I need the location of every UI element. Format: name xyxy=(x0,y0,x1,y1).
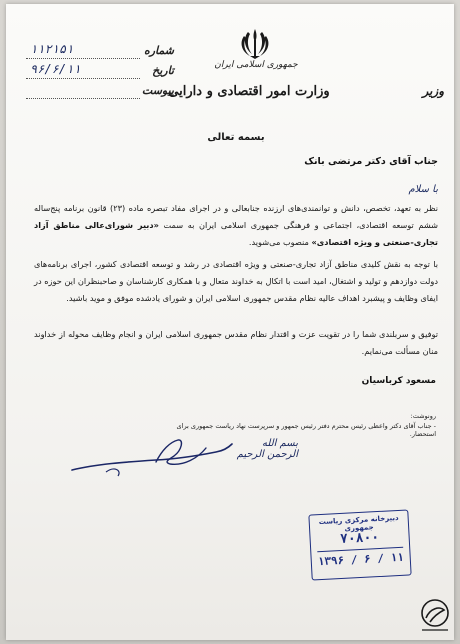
ministry-title: وزارت امور اقتصادی و دارایی xyxy=(168,84,330,99)
handwritten-signature xyxy=(66,426,236,486)
meta-number-row xyxy=(24,44,174,60)
paragraph-closing: توفیق و سربلندی شما را در تقویت عزت و اقتدار نظام مقدس جمهوری اسلامی ایران و انجام وظایف محوله از خداوند منان مسألت می‌نمایم. xyxy=(34,329,438,356)
ministry-logo-icon xyxy=(416,596,454,634)
paragraph-appointment-end: منصوب می‌شوید. xyxy=(248,237,309,247)
paragraph-appointment xyxy=(34,200,438,251)
stamp-date: ۱۳۹۶ / ۶ / ۱۱ xyxy=(317,550,405,569)
stamp-heading: دبیرخانه مرکزی ریاست جمهوری xyxy=(318,513,399,533)
meta-date-value: ۹۶/۶/۱۱ xyxy=(30,62,81,76)
position-title: «دبیر شورای‌عالی مناطق آزاد تجاری-صنعتی و ویژه اقتصادی» xyxy=(34,220,438,247)
meta-number-value: ۱۱۲۱۵۱ xyxy=(30,42,74,56)
stamp-number: ۷۰۸۰۰ xyxy=(339,529,380,548)
copy-recipient-line: - جناب آقای دکتر واعظی رئیس محترم دفتر رئیس جمهور و سرپرست نهاد ریاست جمهوری برای استحضار. xyxy=(176,422,436,438)
recipient-line: جناب آقای دکتر مرتضی بانک xyxy=(304,156,438,167)
meta-dots xyxy=(26,58,140,59)
meta-attachment-row xyxy=(24,84,174,100)
meta-dots xyxy=(26,98,140,99)
letter-paper xyxy=(6,4,454,640)
handwritten-note: بسم الله الرحمن الرحیم xyxy=(236,438,298,460)
meta-date-row xyxy=(24,64,174,80)
iran-emblem-icon xyxy=(238,26,272,60)
republic-title: جمهوری اسلامی ایران xyxy=(214,60,298,70)
paragraph-appointment-text: نظر به تعهد، تخصص، دانش و توانمندی‌های ارزنده جنابعالی و در اجرای مفاد تبصره ماده (۲۳) قانون برنامه پنج‌ساله ششم توسعه اقتصادی، اجتماعی و فرهنگی جمهوری اسلامی ایران به سمت xyxy=(34,203,438,230)
meta-attachment-label: پیوست xyxy=(141,84,174,97)
bismillah-heading: بسمه تعالی xyxy=(207,132,265,143)
signer-name: مسعود کرباسیان xyxy=(361,376,436,386)
paragraph-role: با توجه به نقش کلیدی مناطق آزاد تجاری-صنعتی و ویژه اقتصادی در رشد و توسعه اقتصادی کشور، اجرای برنامه‌های دولت دوازدهم و تولید و اشتغال، امید است با اتکال به خداوند متعال و با همکاری کارشناسان و صاحبنظران این حوزه در ایفای وظایف و پیشبرد اهداف عالیه نظام مقدس جمهوری اسلامی ایران و شورای یادشده موفق و موید باشید. xyxy=(34,259,438,303)
registry-stamp xyxy=(308,509,411,580)
copy-heading: رونوشت: xyxy=(410,412,436,420)
meta-dots xyxy=(26,78,140,79)
meta-number-label: شماره xyxy=(143,44,174,57)
salutation-line: با سلام xyxy=(408,184,438,195)
minister-label: وزیر xyxy=(422,84,444,98)
meta-date-label: تاریخ xyxy=(152,64,174,77)
